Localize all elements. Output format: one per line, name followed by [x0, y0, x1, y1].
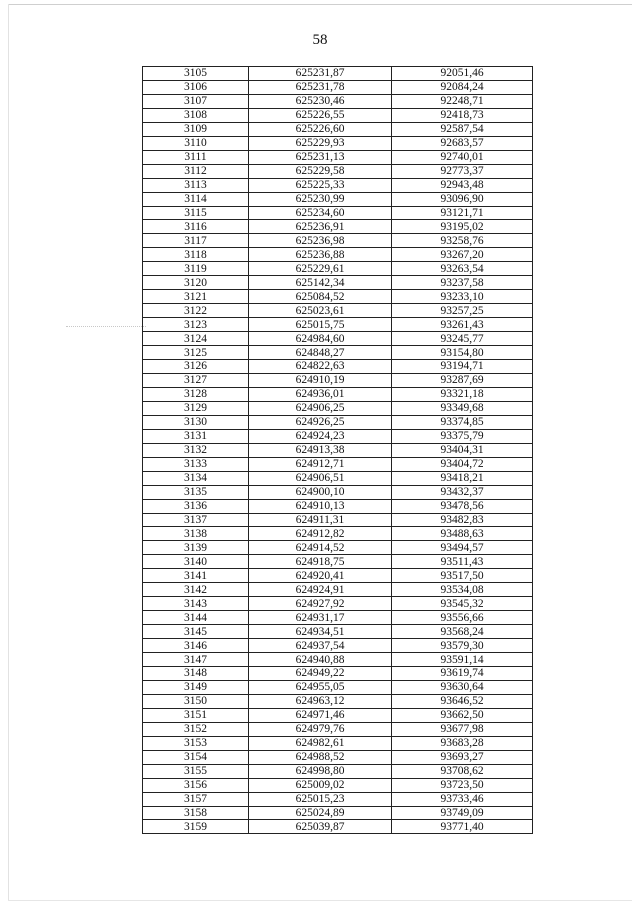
x-coordinate-cell: 625236,88: [249, 248, 392, 262]
x-coordinate-cell: 624940,88: [249, 653, 392, 667]
x-coordinate-cell: 624924,23: [249, 429, 392, 443]
y-coordinate-cell: 92418,73: [392, 108, 533, 122]
x-coordinate-cell: 625231,87: [249, 67, 392, 81]
y-coordinate-cell: 93267,20: [392, 248, 533, 262]
point-number-cell: 3145: [143, 625, 249, 639]
point-number-cell: 3122: [143, 304, 249, 318]
x-coordinate-cell: 624984,60: [249, 332, 392, 346]
point-number-cell: 3150: [143, 694, 249, 708]
x-coordinate-cell: 625142,34: [249, 276, 392, 290]
table-row: [143, 680, 533, 694]
y-coordinate-cell: 93237,58: [392, 276, 533, 290]
table-row: [143, 108, 533, 122]
point-number-cell: 3123: [143, 318, 249, 332]
x-coordinate-cell: 624998,80: [249, 764, 392, 778]
point-number-cell: 3133: [143, 457, 249, 471]
table-row: [143, 136, 533, 150]
x-coordinate-cell: 624848,27: [249, 346, 392, 360]
x-coordinate-cell: 625015,75: [249, 318, 392, 332]
x-coordinate-cell: 625226,55: [249, 108, 392, 122]
y-coordinate-cell: 92587,54: [392, 122, 533, 136]
table-row: [143, 415, 533, 429]
x-coordinate-cell: 624912,71: [249, 457, 392, 471]
x-coordinate-cell: 624906,25: [249, 401, 392, 415]
table-row: [143, 471, 533, 485]
x-coordinate-cell: 624971,46: [249, 708, 392, 722]
y-coordinate-cell: 93245,77: [392, 332, 533, 346]
coordinates-table-body: [143, 67, 533, 834]
y-coordinate-cell: 92943,48: [392, 178, 533, 192]
table-row: [143, 806, 533, 820]
point-number-cell: 3113: [143, 178, 249, 192]
table-row: [143, 94, 533, 108]
table-row: [143, 541, 533, 555]
table-row: [143, 276, 533, 290]
table-row: [143, 597, 533, 611]
point-number-cell: 3116: [143, 220, 249, 234]
point-number-cell: 3146: [143, 639, 249, 653]
y-coordinate-cell: 93404,31: [392, 443, 533, 457]
y-coordinate-cell: 93488,63: [392, 527, 533, 541]
point-number-cell: 3155: [143, 764, 249, 778]
x-coordinate-cell: 624913,38: [249, 443, 392, 457]
table-row: [143, 304, 533, 318]
x-coordinate-cell: 625009,02: [249, 778, 392, 792]
y-coordinate-cell: 93771,40: [392, 820, 533, 834]
y-coordinate-cell: 93154,80: [392, 346, 533, 360]
point-number-cell: 3141: [143, 569, 249, 583]
table-row: [143, 457, 533, 471]
point-number-cell: 3158: [143, 806, 249, 820]
table-row: [143, 611, 533, 625]
point-number-cell: 3148: [143, 666, 249, 680]
point-number-cell: 3106: [143, 80, 249, 94]
point-number-cell: 3151: [143, 708, 249, 722]
x-coordinate-cell: 625234,60: [249, 206, 392, 220]
table-row: [143, 164, 533, 178]
page-top-edge: [8, 4, 632, 5]
y-coordinate-cell: 93321,18: [392, 387, 533, 401]
table-row: [143, 485, 533, 499]
table-row: [143, 206, 533, 220]
table-row: [143, 192, 533, 206]
y-coordinate-cell: 93545,32: [392, 597, 533, 611]
point-number-cell: 3132: [143, 443, 249, 457]
x-coordinate-cell: 625039,87: [249, 820, 392, 834]
table-row: [143, 150, 533, 164]
point-number-cell: 3134: [143, 471, 249, 485]
y-coordinate-cell: 93723,50: [392, 778, 533, 792]
point-number-cell: 3149: [143, 680, 249, 694]
y-coordinate-cell: 93287,69: [392, 373, 533, 387]
y-coordinate-cell: 93591,14: [392, 653, 533, 667]
x-coordinate-cell: 625231,78: [249, 80, 392, 94]
table-row: [143, 429, 533, 443]
table-row: [143, 499, 533, 513]
y-coordinate-cell: 92773,37: [392, 164, 533, 178]
point-number-cell: 3136: [143, 499, 249, 513]
x-coordinate-cell: 624963,12: [249, 694, 392, 708]
table-row: [143, 318, 533, 332]
point-number-cell: 3119: [143, 262, 249, 276]
x-coordinate-cell: 624900,10: [249, 485, 392, 499]
x-coordinate-cell: 625023,61: [249, 304, 392, 318]
x-coordinate-cell: 624988,52: [249, 750, 392, 764]
y-coordinate-cell: 93404,72: [392, 457, 533, 471]
table-row: [143, 513, 533, 527]
y-coordinate-cell: 93478,56: [392, 499, 533, 513]
table-row: [143, 220, 533, 234]
y-coordinate-cell: 93568,24: [392, 625, 533, 639]
y-coordinate-cell: 93121,71: [392, 206, 533, 220]
x-coordinate-cell: 625230,46: [249, 94, 392, 108]
point-number-cell: 3138: [143, 527, 249, 541]
table-row: [143, 583, 533, 597]
table-row: [143, 290, 533, 304]
y-coordinate-cell: 93677,98: [392, 722, 533, 736]
y-coordinate-cell: 93195,02: [392, 220, 533, 234]
point-number-cell: 3117: [143, 234, 249, 248]
x-coordinate-cell: 625229,93: [249, 136, 392, 150]
point-number-cell: 3147: [143, 653, 249, 667]
x-coordinate-cell: 624949,22: [249, 666, 392, 680]
y-coordinate-cell: 92084,24: [392, 80, 533, 94]
page-number: 58: [312, 32, 328, 48]
x-coordinate-cell: 625024,89: [249, 806, 392, 820]
table-row: [143, 792, 533, 806]
table-row: [143, 750, 533, 764]
y-coordinate-cell: 93693,27: [392, 750, 533, 764]
x-coordinate-cell: 624979,76: [249, 722, 392, 736]
x-coordinate-cell: 624910,13: [249, 499, 392, 513]
point-number-cell: 3152: [143, 722, 249, 736]
y-coordinate-cell: 93733,46: [392, 792, 533, 806]
table-row: [143, 346, 533, 360]
table-row: [143, 178, 533, 192]
table-row: [143, 778, 533, 792]
table-row: [143, 401, 533, 415]
point-number-cell: 3144: [143, 611, 249, 625]
y-coordinate-cell: 93233,10: [392, 290, 533, 304]
y-coordinate-cell: 93646,52: [392, 694, 533, 708]
point-number-cell: 3135: [143, 485, 249, 499]
x-coordinate-cell: 624924,91: [249, 583, 392, 597]
y-coordinate-cell: 93579,30: [392, 639, 533, 653]
y-coordinate-cell: 93257,25: [392, 304, 533, 318]
y-coordinate-cell: 93708,62: [392, 764, 533, 778]
scan-specks: [66, 326, 146, 329]
x-coordinate-cell: 624936,01: [249, 387, 392, 401]
y-coordinate-cell: 93683,28: [392, 736, 533, 750]
table-row: [143, 248, 533, 262]
x-coordinate-cell: 624910,19: [249, 373, 392, 387]
page-left-edge: [8, 4, 9, 901]
y-coordinate-cell: 93418,21: [392, 471, 533, 485]
y-coordinate-cell: 93263,54: [392, 262, 533, 276]
y-coordinate-cell: 93096,90: [392, 192, 533, 206]
table-row: [143, 67, 533, 81]
x-coordinate-cell: 625236,91: [249, 220, 392, 234]
table-row: [143, 373, 533, 387]
x-coordinate-cell: 625229,61: [249, 262, 392, 276]
point-number-cell: 3156: [143, 778, 249, 792]
x-coordinate-cell: 625230,99: [249, 192, 392, 206]
point-number-cell: 3154: [143, 750, 249, 764]
table-row: [143, 722, 533, 736]
point-number-cell: 3128: [143, 387, 249, 401]
y-coordinate-cell: 93482,83: [392, 513, 533, 527]
y-coordinate-cell: 93374,85: [392, 415, 533, 429]
point-number-cell: 3143: [143, 597, 249, 611]
x-coordinate-cell: 624982,61: [249, 736, 392, 750]
point-number-cell: 3111: [143, 150, 249, 164]
y-coordinate-cell: 93517,50: [392, 569, 533, 583]
point-number-cell: 3131: [143, 429, 249, 443]
y-coordinate-cell: 93749,09: [392, 806, 533, 820]
x-coordinate-cell: 624920,41: [249, 569, 392, 583]
x-coordinate-cell: 624955,05: [249, 680, 392, 694]
point-number-cell: 3126: [143, 360, 249, 374]
y-coordinate-cell: 93375,79: [392, 429, 533, 443]
x-coordinate-cell: 624914,52: [249, 541, 392, 555]
point-number-cell: 3129: [143, 401, 249, 415]
x-coordinate-cell: 624822,63: [249, 360, 392, 374]
point-number-cell: 3109: [143, 122, 249, 136]
y-coordinate-cell: 93349,68: [392, 401, 533, 415]
point-number-cell: 3159: [143, 820, 249, 834]
y-coordinate-cell: 93534,08: [392, 583, 533, 597]
point-number-cell: 3107: [143, 94, 249, 108]
table-row: [143, 820, 533, 834]
point-number-cell: 3139: [143, 541, 249, 555]
table-row: [143, 360, 533, 374]
point-number-cell: 3125: [143, 346, 249, 360]
table-row: [143, 764, 533, 778]
point-number-cell: 3127: [143, 373, 249, 387]
x-coordinate-cell: 624912,82: [249, 527, 392, 541]
table-row: [143, 527, 533, 541]
x-coordinate-cell: 625229,58: [249, 164, 392, 178]
point-number-cell: 3112: [143, 164, 249, 178]
point-number-cell: 3121: [143, 290, 249, 304]
y-coordinate-cell: 92683,57: [392, 136, 533, 150]
table-row: [143, 262, 533, 276]
table-row: [143, 625, 533, 639]
point-number-cell: 3110: [143, 136, 249, 150]
table-row: [143, 80, 533, 94]
table-row: [143, 666, 533, 680]
y-coordinate-cell: 93494,57: [392, 541, 533, 555]
table-row: [143, 234, 533, 248]
y-coordinate-cell: 93630,64: [392, 680, 533, 694]
x-coordinate-cell: 624937,54: [249, 639, 392, 653]
point-number-cell: 3105: [143, 67, 249, 81]
y-coordinate-cell: 93258,76: [392, 234, 533, 248]
y-coordinate-cell: 93261,43: [392, 318, 533, 332]
point-number-cell: 3115: [143, 206, 249, 220]
table-row: [143, 736, 533, 750]
x-coordinate-cell: 625231,13: [249, 150, 392, 164]
point-number-cell: 3120: [143, 276, 249, 290]
page-bottom-edge: [8, 900, 632, 901]
point-number-cell: 3157: [143, 792, 249, 806]
y-coordinate-cell: 92051,46: [392, 67, 533, 81]
table-row: [143, 694, 533, 708]
table-row: [143, 569, 533, 583]
y-coordinate-cell: 93194,71: [392, 360, 533, 374]
point-number-cell: 3124: [143, 332, 249, 346]
x-coordinate-cell: 625015,23: [249, 792, 392, 806]
point-number-cell: 3130: [143, 415, 249, 429]
x-coordinate-cell: 624934,51: [249, 625, 392, 639]
point-number-cell: 3137: [143, 513, 249, 527]
x-coordinate-cell: 624918,75: [249, 555, 392, 569]
x-coordinate-cell: 625236,98: [249, 234, 392, 248]
x-coordinate-cell: 624927,92: [249, 597, 392, 611]
x-coordinate-cell: 624931,17: [249, 611, 392, 625]
y-coordinate-cell: 93556,66: [392, 611, 533, 625]
x-coordinate-cell: 625084,52: [249, 290, 392, 304]
table-row: [143, 387, 533, 401]
table-row: [143, 555, 533, 569]
point-number-cell: 3114: [143, 192, 249, 206]
table-row: [143, 443, 533, 457]
y-coordinate-cell: 92740,01: [392, 150, 533, 164]
x-coordinate-cell: 625226,60: [249, 122, 392, 136]
x-coordinate-cell: 625225,33: [249, 178, 392, 192]
point-number-cell: 3140: [143, 555, 249, 569]
y-coordinate-cell: 92248,71: [392, 94, 533, 108]
point-number-cell: 3142: [143, 583, 249, 597]
y-coordinate-cell: 93511,43: [392, 555, 533, 569]
x-coordinate-cell: 624926,25: [249, 415, 392, 429]
table-row: [143, 639, 533, 653]
point-number-cell: 3108: [143, 108, 249, 122]
x-coordinate-cell: 624906,51: [249, 471, 392, 485]
table-row: [143, 708, 533, 722]
table-row: [143, 653, 533, 667]
x-coordinate-cell: 624911,31: [249, 513, 392, 527]
y-coordinate-cell: 93619,74: [392, 666, 533, 680]
point-number-cell: 3118: [143, 248, 249, 262]
y-coordinate-cell: 93432,37: [392, 485, 533, 499]
point-number-cell: 3153: [143, 736, 249, 750]
table-row: [143, 332, 533, 346]
coordinates-table: [142, 66, 533, 834]
table-row: [143, 122, 533, 136]
y-coordinate-cell: 93662,50: [392, 708, 533, 722]
